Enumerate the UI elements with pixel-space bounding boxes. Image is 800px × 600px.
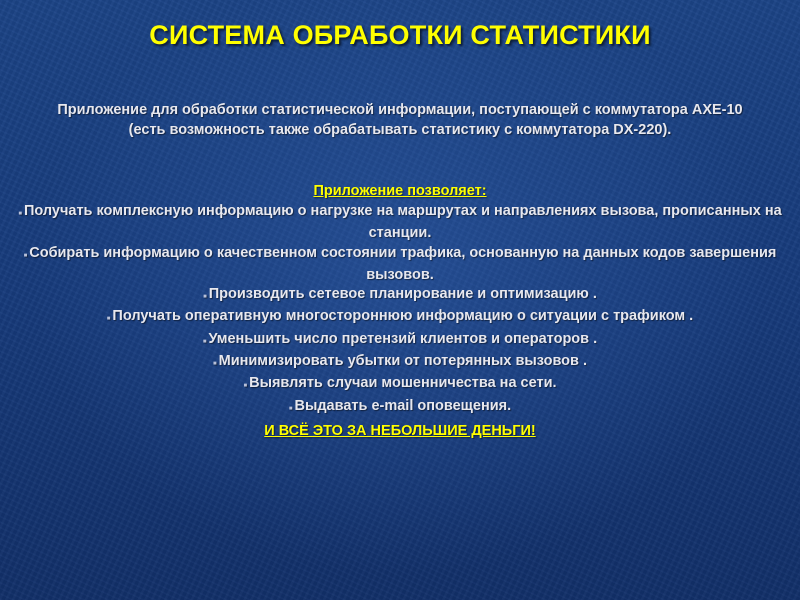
features-list — [10, 202, 790, 419]
bullet-icon: ■ — [23, 252, 28, 259]
bullet-icon: ■ — [288, 405, 293, 412]
feature-item — [10, 397, 790, 419]
bullet-icon: ■ — [202, 338, 207, 345]
bullet-icon: ■ — [18, 211, 22, 217]
feature-item — [10, 374, 790, 396]
feature-text: Получать комплексную информацию о нагрузке на маршрутах и направлениях вызова, прописанных на станции. — [23, 203, 782, 242]
feature-text: Минимизировать убытки от потерянных вызовов . — [218, 353, 587, 370]
bullet-icon: ■ — [203, 294, 207, 301]
feature-text: Собирать информацию о качественном состоянии трафика, основанную на данных кодов завершения вызовов. — [29, 244, 777, 283]
feature-text: Получать оперативную многостороннюю информацию о ситуации с трафиком . — [112, 308, 694, 325]
feature-item — [10, 352, 790, 374]
features-heading: Приложение позволяет: — [313, 183, 487, 199]
feature-text: Выдавать e-mail оповещения. — [294, 397, 512, 414]
feature-text: Уменьшить число претензий клиентов и операторов . — [208, 330, 598, 347]
feature-item — [10, 244, 790, 286]
intro-paragraph: Приложение для обработки статистической информации, поступающей с коммутатора AXE-10 (есть возможность также обрабатывать статистику с коммутатора DX-220). — [57, 102, 743, 138]
slide-title: СИСТЕМА ОБРАБОТКИ СТАТИСТИКИ — [149, 20, 651, 50]
bullet-icon: ■ — [243, 383, 248, 390]
feature-item — [10, 285, 790, 307]
bullet-icon: ■ — [212, 361, 217, 368]
feature-text: Выявлять случаи мошенничества на сети. — [249, 375, 557, 392]
bullet-icon: ■ — [106, 316, 111, 323]
feature-item — [10, 202, 790, 244]
closing-statement: И ВСЁ ЭТО ЗА НЕБОЛЬШИЕ ДЕНЬГИ! — [264, 423, 536, 439]
feature-item — [10, 307, 790, 329]
feature-text: Производить сетевое планирование и оптимизацию . — [208, 286, 597, 303]
feature-item — [10, 330, 790, 352]
